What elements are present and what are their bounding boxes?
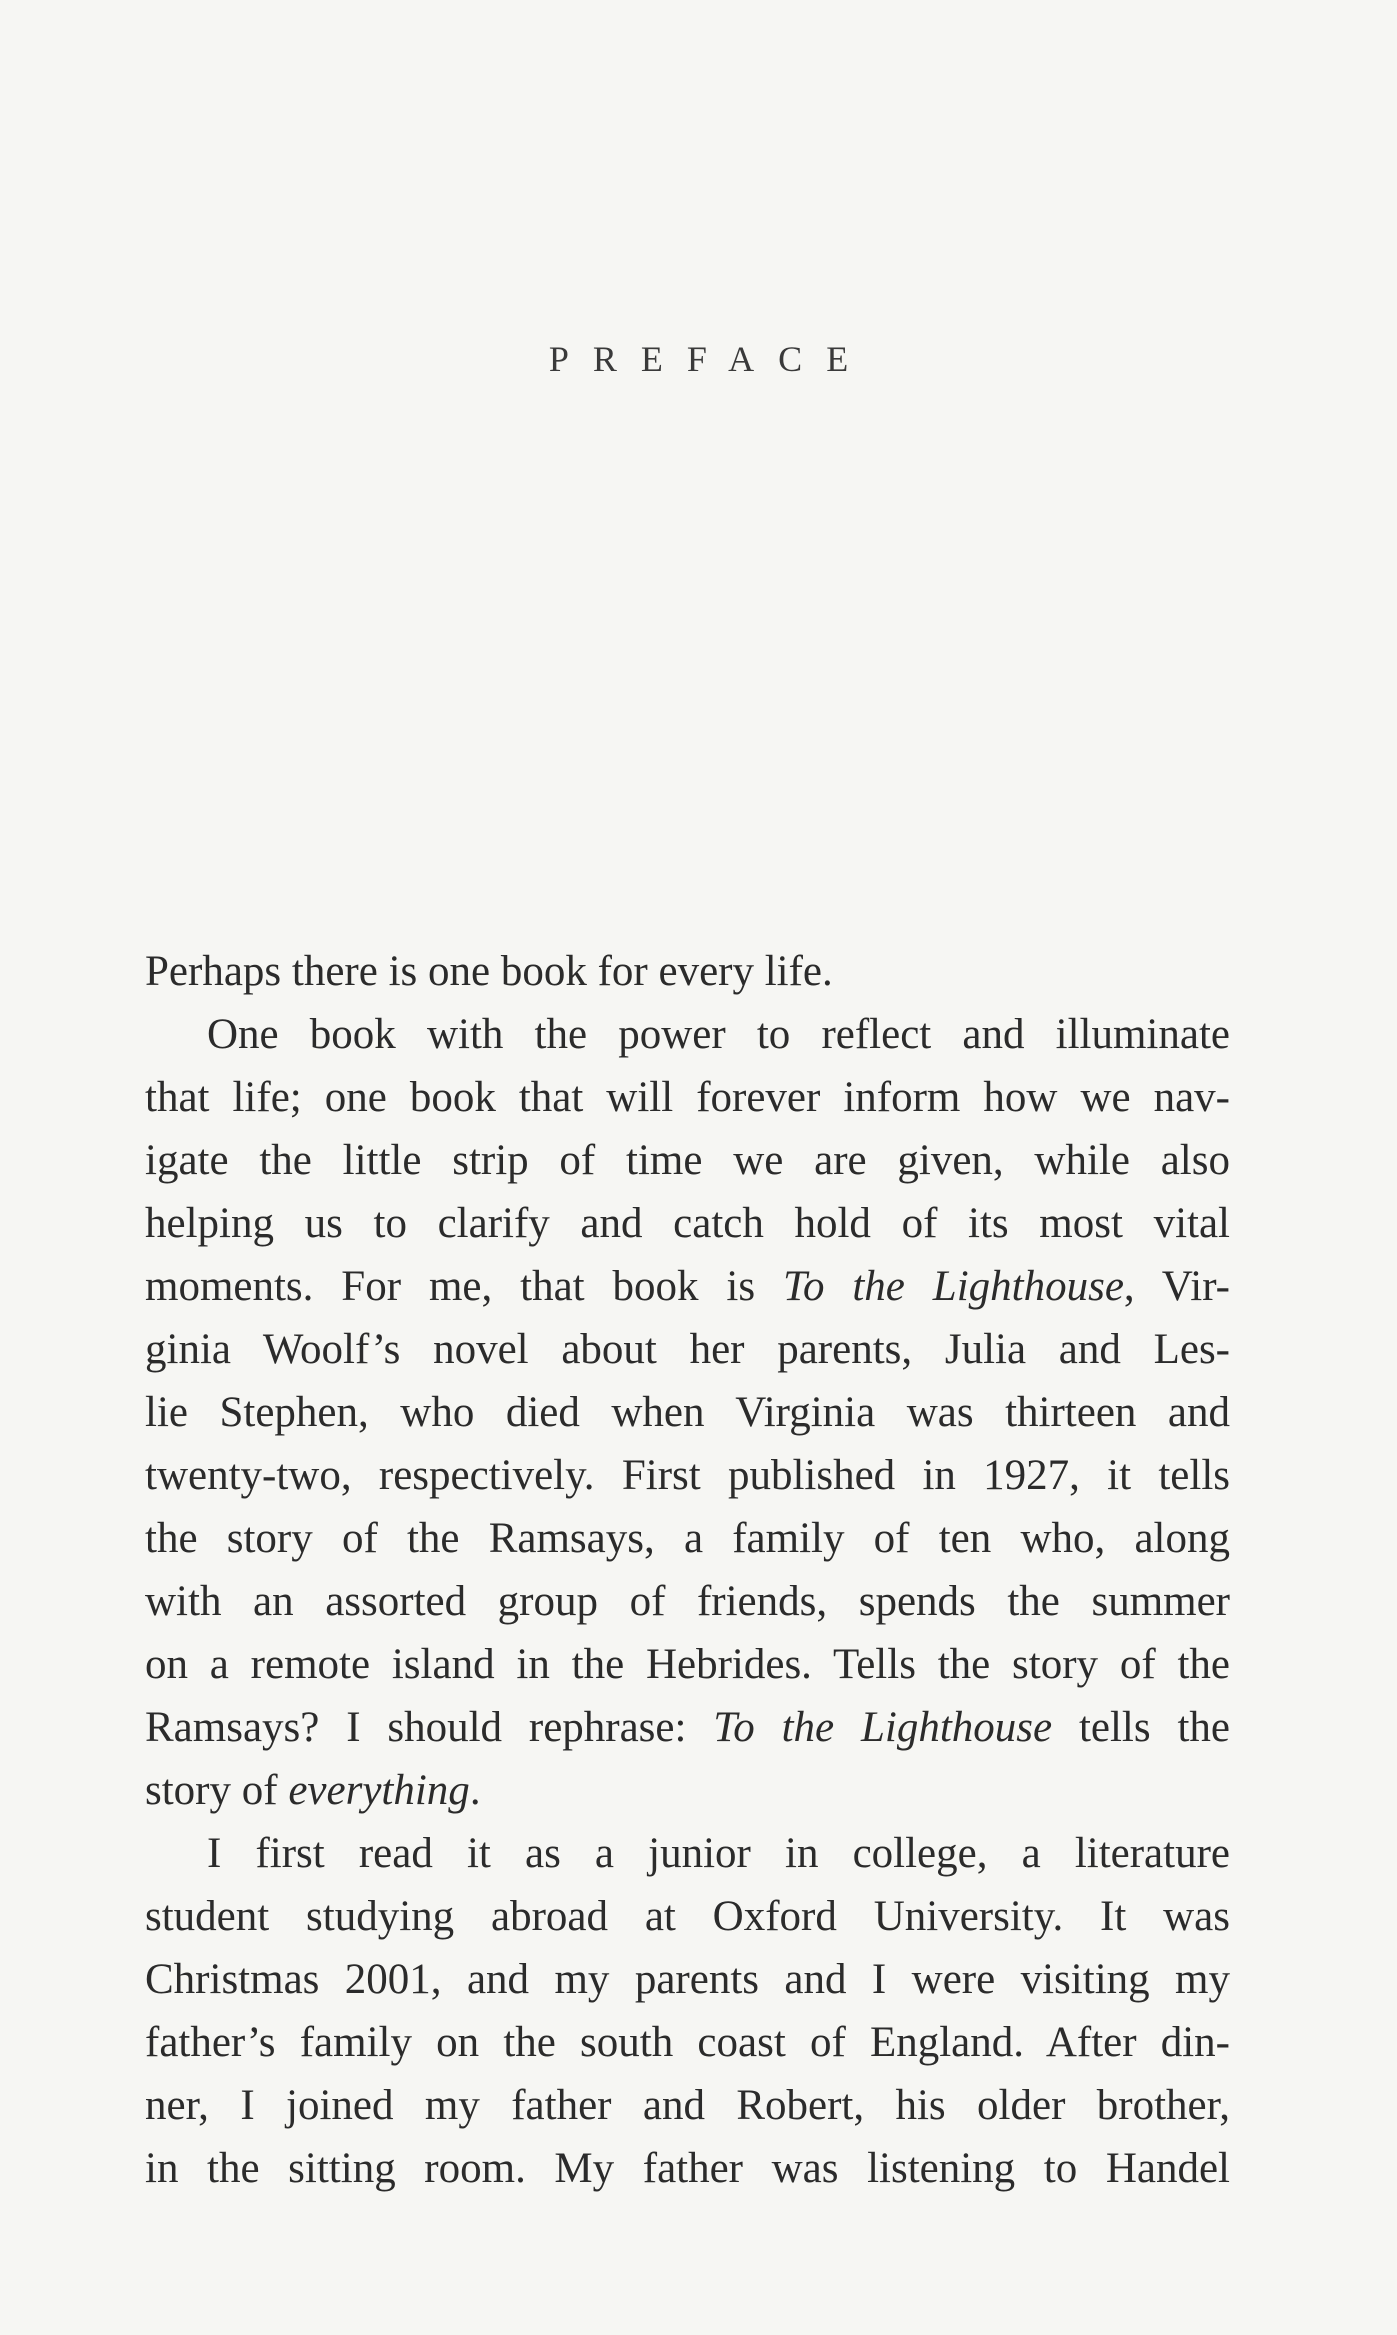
text-line: igate the little strip of time we are given, while also xyxy=(145,1137,1230,1184)
text-line: ginia Woolf’s novel about her parents, Julia and Les- xyxy=(145,1326,1230,1373)
text-line: helping us to clarify and catch hold of its most vital xyxy=(145,1200,1230,1247)
preface-body xyxy=(145,940,1230,2200)
text-segment: moments. For me, that book is xyxy=(145,1263,783,1310)
emphasis: everything xyxy=(288,1767,470,1814)
text-line: the story of the Ramsays, a family of ten who, along xyxy=(145,1515,1230,1562)
text-line: Christmas 2001, and my parents and I were visiting my xyxy=(145,1956,1230,2003)
text-line: lie Stephen, who died when Virginia was thirteen and xyxy=(145,1389,1230,1436)
text-line: father’s family on the south coast of England. After din- xyxy=(145,2019,1230,2066)
text-segment: , Vir- xyxy=(1123,1263,1230,1310)
text-line: Perhaps there is one book for every life. xyxy=(145,948,833,995)
text-segment: tells the xyxy=(1052,1704,1230,1751)
text-line xyxy=(145,1759,1230,1822)
text-line: with an assorted group of friends, spends the summer xyxy=(145,1578,1230,1625)
text-line: twenty-two, respectively. First published in 1927, it tells xyxy=(145,1452,1230,1499)
text-line: One book with the power to reflect and illuminate xyxy=(207,1011,1230,1058)
text-line xyxy=(145,1255,1230,1318)
text-line: on a remote island in the Hebrides. Tells the story of the xyxy=(145,1641,1230,1688)
book-title: To the Lighthouse xyxy=(782,1263,1124,1310)
text-segment: . xyxy=(469,1767,481,1814)
text-line: in the sitting room. My father was listening to Handel xyxy=(145,2145,1230,2192)
book-title: To the Lighthouse xyxy=(713,1704,1053,1751)
text-line: that life; one book that will forever inform how we nav- xyxy=(145,1074,1230,1121)
text-line: ner, I joined my father and Robert, his older brother, xyxy=(145,2082,1230,2129)
text-line xyxy=(145,1696,1230,1759)
text-segment: Ramsays? I should rephrase: xyxy=(145,1704,714,1751)
text-segment: story of xyxy=(145,1767,289,1814)
text-line: I first read it as a junior in college, a literature xyxy=(207,1830,1230,1877)
text-line: student studying abroad at Oxford University. It was xyxy=(145,1893,1230,1940)
chapter-heading: PREFACE xyxy=(548,339,873,379)
